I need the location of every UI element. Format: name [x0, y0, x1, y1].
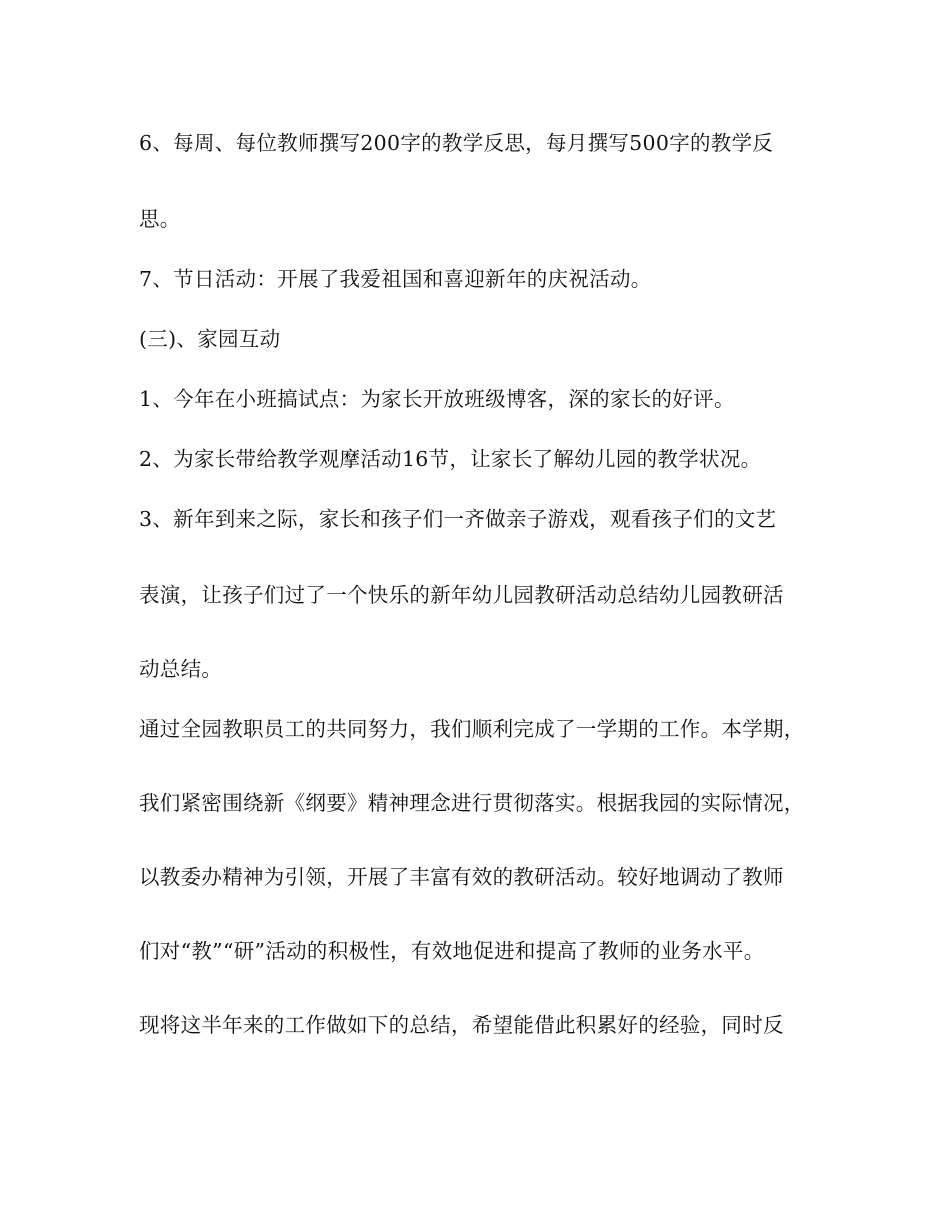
text-line: 2、为家长带给教学观摩活动16节，让家长了解幼儿园的教学状况。 — [139, 447, 762, 471]
text-line: 1、今年在小班搞试点：为家长开放班级博客，深的家长的好评。 — [139, 387, 735, 411]
text-line: 现将这半年来的工作做如下的总结，希望能借此积累好的经验，同时反 — [139, 1013, 784, 1037]
text-line: 我们紧密围绕新《纲要》精神理念进行贯彻落实。根据我园的实际情况， — [139, 791, 805, 815]
text-line: 们对“教”“研”活动的积极性，有效地促进和提高了教师的业务水平。 — [139, 939, 765, 963]
text-line: 思。 — [139, 207, 181, 231]
text-line: 以教委办精神为引领，开展了丰富有效的教研活动。较好地调动了教师 — [139, 865, 784, 889]
text-line: 6、每周、每位教师撰写200字的教学反思，每月撰写500字的教学反 — [139, 131, 774, 155]
text-line: 7、节日活动：开展了我爱祖国和喜迎新年的庆祝活动。 — [139, 267, 652, 291]
section-heading: (三)、家园互动 — [139, 327, 281, 351]
text-line: 表演，让孩子们过了一个快乐的新年幼儿园教研活动总结幼儿园教研活 — [139, 583, 784, 607]
text-line: 3、新年到来之际，家长和孩子们一齐做亲子游戏，观看孩子们的文艺 — [139, 507, 777, 531]
text-line: 通过全园教职员工的共同努力，我们顺利完成了一学期的工作。本学期， — [139, 717, 805, 741]
text-line: 动总结。 — [139, 657, 223, 681]
